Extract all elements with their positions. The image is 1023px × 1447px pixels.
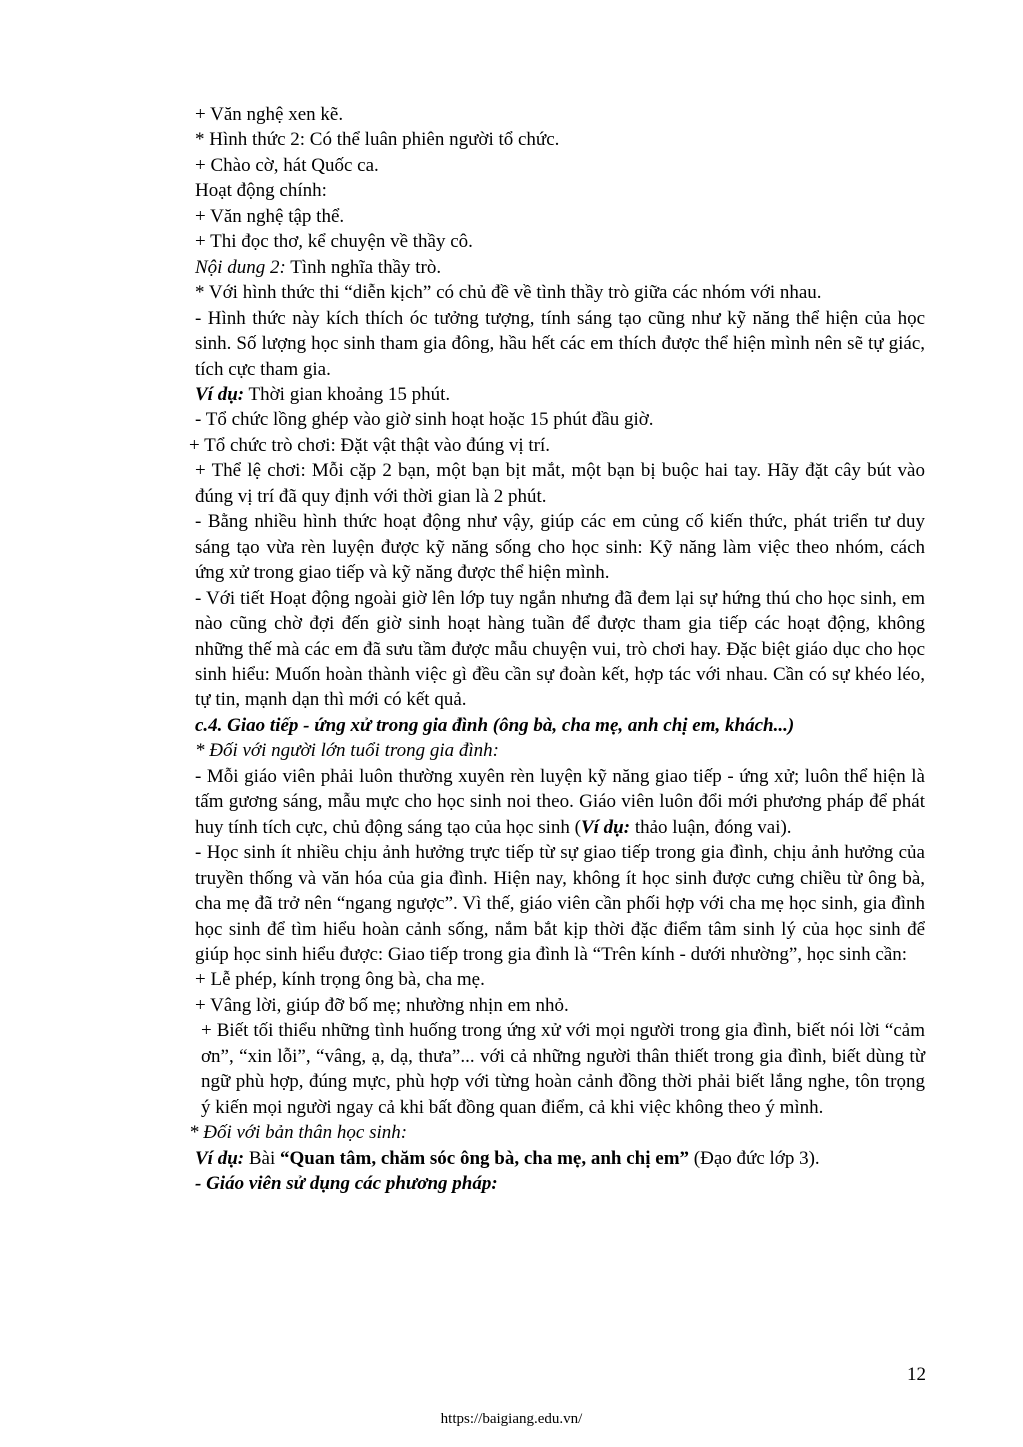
page-number: 12 (907, 1364, 926, 1385)
footer-url: https://baigiang.edu.vn/ (440, 1411, 583, 1427)
paragraph: * Hình thức 2: Có thể luân phiên người tổ chức. (195, 129, 560, 151)
paragraph: Hoạt động chính: (195, 180, 327, 202)
paragraph-text: - Mỗi giáo viên phải luôn thường xuyên rèn luyện kỹ năng giao tiếp - ứng xử; luôn thể hiện là tấm gương sáng, mẫu mực cho học sinh noi theo. Giáo viên luôn đổi mới phương pháp để phát huy tính tích cực, chủ động sáng tạo của học sinh ( (195, 765, 925, 838)
paragraph-text: Thời gian khoảng 15 phút. (244, 383, 451, 405)
lesson-title: “Quan tâm, chăm sóc ông bà, cha mẹ, anh chị em” (280, 1147, 690, 1169)
subheading: - Giáo viên sử dụng các phương pháp: (195, 1173, 498, 1195)
paragraph: + Lễ phép, kính trọng ông bà, cha mẹ. (195, 969, 485, 991)
paragraph: - Học sinh ít nhiều chịu ảnh hưởng trực tiếp từ sự giao tiếp trong gia đình, chịu ảnh hưởng của truyền thống và văn hóa của gia đình. Hiện nay, không ít học sinh được cưng chiều từ ông bà, cha mẹ đã trở nên “ngang ngược”. Vì thế, giáo viên cần phối hợp với cha mẹ học sinh, gia đình học sinh để tìm hiểu hoàn cảnh sống, nắm bắt kịp thời đặc điểm tâm sinh lý của học sinh để giúp học sinh hiểu được: Giao tiếp trong gia đình là “Trên kính - dưới nhường”, học sinh cần: (195, 842, 925, 965)
paragraph-text: Tình nghĩa thầy trò. (285, 256, 442, 278)
paragraph (135, 382, 925, 407)
paragraph: - Hình thức này kích thích óc tưởng tượng, tính sáng tạo cũng như kỹ năng thể hiện của học sinh. Số lượng học sinh tham gia đông, hầu hết các em thích được thể hiện mình nên sẽ tự giác, tích cực tham gia. (195, 307, 925, 380)
paragraph: + Thể lệ chơi: Mỗi cặp 2 bạn, một bạn bịt mắt, một bạn bị buộc hai tay. Hãy đặt cây bút vào đúng vị trí đã quy định với thời gian là 2 phút. (195, 460, 925, 507)
paragraph: + Vâng lời, giúp đỡ bố mẹ; nhường nhịn em nhỏ. (195, 994, 569, 1016)
paragraph (135, 255, 925, 280)
content-label: Nội dung 2: (195, 256, 286, 278)
paragraph (135, 1146, 925, 1171)
document-body (135, 102, 925, 1196)
paragraph-text: (Đạo đức lớp 3). (689, 1147, 820, 1169)
paragraph: + Văn nghệ xen kẽ. (195, 104, 344, 125)
paragraph (135, 764, 925, 840)
example-label: Ví dụ: (580, 816, 631, 838)
paragraph: + Thi đọc thơ, kể chuyện về thầy cô. (195, 231, 473, 253)
paragraph: + Chào cờ, hát Quốc ca. (195, 154, 379, 176)
paragraph: * Với hình thức thi “diễn kịch” có chủ đề về tình thầy trò giữa các nhóm với nhau. (195, 282, 822, 304)
paragraph: + Biết tối thiểu những tình huống trong ứng xử với mọi người trong gia đình, biết nói lời “cảm ơn”, “xin lỗi”, “vâng, ạ, dạ, thưa”... với cả những người thân thiết trong gia đình, biết dùng từ ngữ phù hợp, đúng mực, phù hợp với từng hoàn cảnh đồng thời phải biết lắng nghe, tôn trọng ý kiến mọi người ngay cả khi bất đồng quan điểm, cả khi việc không theo ý mình. (201, 1020, 925, 1118)
paragraph-text: Bài (244, 1147, 280, 1169)
paragraph: - Với tiết Hoạt động ngoài giờ lên lớp tuy ngắn nhưng đã đem lại sự hứng thú cho học sinh, em nào cũng chờ đợi đến giờ sinh hoạt hàng tuần để được tham gia tiếp các hoạt động, không những thế mà các em đã sưu tầm được mẫu chuyện vui, trò chơi hay. Đặc biệt giáo dục cho học sinh hiểu: Muốn hoàn thành việc gì đều cần sự đoàn kết, hợp tác với nhau. Cần có sự khéo léo, tự tin, mạnh dạn thì mới có kết quả. (195, 587, 925, 711)
section-heading: c.4. Giao tiếp - ứng xử trong gia đình (ông bà, cha mẹ, anh chị em, khách...) (195, 714, 795, 736)
paragraph-text: thảo luận, đóng vai). (630, 816, 792, 838)
example-label: Ví dụ: (195, 1147, 245, 1169)
subheading: * Đối với bản thân học sinh: (189, 1122, 408, 1144)
paragraph: + Văn nghệ tập thể. (195, 205, 345, 227)
subheading: * Đối với người lớn tuổi trong gia đình: (195, 740, 499, 762)
example-label: Ví dụ: (195, 383, 245, 405)
paragraph: - Tổ chức lồng ghép vào giờ sinh hoạt hoặc 15 phút đầu giờ. (195, 409, 654, 431)
paragraph: - Bằng nhiều hình thức hoạt động như vậy, giúp các em củng cố kiến thức, phát triển tư duy sáng tạo vừa rèn luyện được kỹ năng sống cho học sinh: Kỹ năng làm việc theo nhóm, cách ứng xử trong giao tiếp và kỹ năng được thể hiện mình. (195, 511, 925, 584)
paragraph: + Tổ chức trò chơi: Đặt vật thật vào đúng vị trí. (189, 434, 551, 456)
